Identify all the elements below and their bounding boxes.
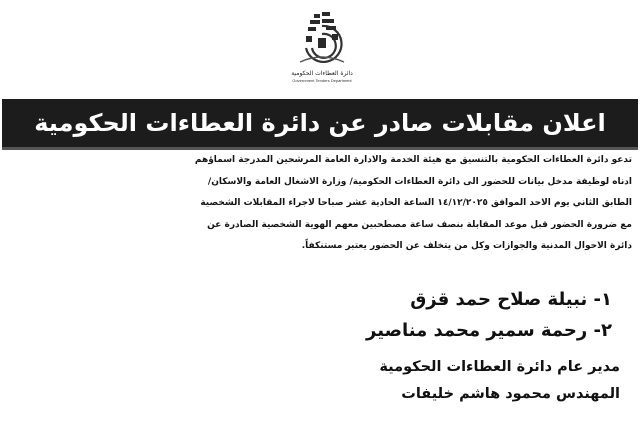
body-line: مع ضرورة الحضور قبل موعد المقابلة بنصف ساعة مصطحبين معهم الهوية الشخصية الصادرة عن [207,219,632,230]
candidate-item: ١- نبيلة صلاح حمد قزق [410,289,612,310]
signature-block [379,354,620,408]
signature-title: مدير عام دائرة العطاءات الحكومية [379,359,620,375]
body-line: ادناه لوظيفة مدخل بيانات للحضور الى دائرة العطاءات الحكومية/ وزارة الاشغال العامة والاسكان/ [207,176,632,187]
title-banner [2,99,638,150]
body-line: الطابق الثاني يوم الاحد الموافق ١٤/١٢/٢٠٢٥ الساعة الحادية عشر صباحا لاجراء المقابلات الشخصية [200,198,632,208]
body-line: دائرة الاحوال المدنية والجوازات وكل من يتخلف عن الحضور يعتبر مستنكفاً. [301,241,632,251]
department-logo [282,8,362,94]
logo-arabic-name: دائرة العطاءات الحكومية [291,70,353,77]
candidate-item: ٢- رحمة سمير محمد مناصير [366,320,612,341]
government-buildings-logo-icon [292,8,352,72]
signature-name: المهندس محمود هاشم خليفات [401,386,620,402]
announcement-body [2,150,632,258]
announcement-title: اعلان مقابلات صادر عن دائرة العطاءات الحكومية [34,109,606,137]
body-line: تدعو دائرة العطاءات الحكومية بالتنسيق مع هيئة الخدمة والادارة العامة المرشحين المدرجة اسماؤهم [194,155,632,165]
candidate-list [366,284,612,346]
logo-english-name: Government Tenders Department [292,78,352,83]
